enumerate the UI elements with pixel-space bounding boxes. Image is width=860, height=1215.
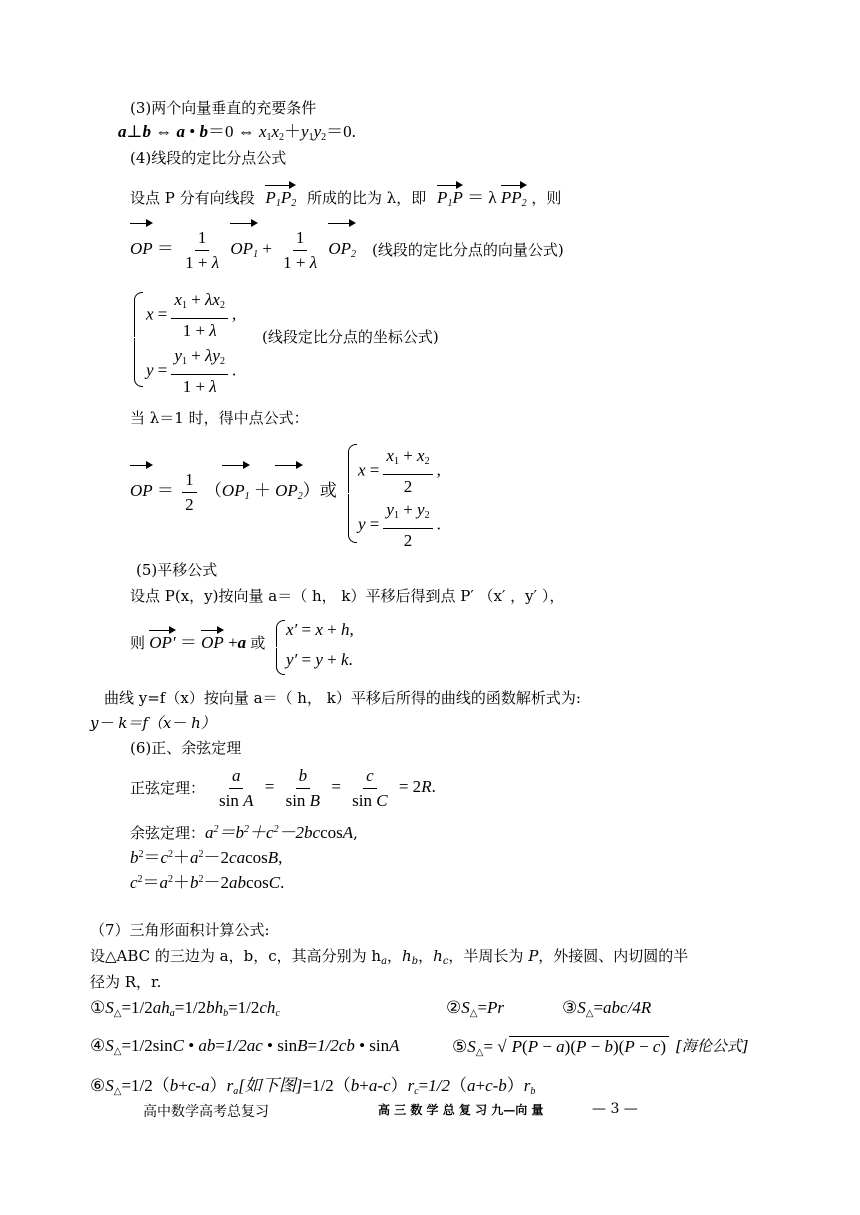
section-4-intro xyxy=(130,188,561,214)
midpoint-or: 或 xyxy=(319,481,337,500)
area-formula-5: $⑤S_\triangle=$ √ P(P − a)(P − b)(P − c) xyxy=(452,1036,669,1063)
area-formula-6: $⑥S_\triangle=1/2(b+c-a)r_a$[如下图]$=1/2(b+a-c)r_c=1/2(a+c-b)r_b$ xyxy=(90,1076,536,1097)
then-label: 则 xyxy=(130,634,146,652)
translation-vector-formula: 则 OP′ ＝ OP +a 或 xyxy=(130,633,266,652)
coord-formula-note: (线段定比分点的坐标公式) xyxy=(262,328,439,346)
midpoint-vector-formula: OP ＝ $\frac{1}{2}$ $(OP_1 + OP_2)$或 xyxy=(130,468,337,520)
area-formula-1: $①S_\triangle=1/2ah_a=1/2bh_b=1/2ch_c$ xyxy=(90,998,280,1019)
ratio-equation: $P_1P = \lambda$ $PP_2$ xyxy=(437,188,527,207)
cosine-law-label: 余弦定理： xyxy=(130,824,206,842)
coord-brace-bottom xyxy=(134,338,143,387)
footer-center: 高 三 数 学 总 复 习 九—向 量 xyxy=(378,1103,544,1117)
midpoint-x: x = $\frac{x_1 + x_2}{2}$ , xyxy=(358,446,441,496)
section-6-heading: (6)正、余弦定理 xyxy=(130,739,242,757)
translation-brace-top xyxy=(276,620,285,647)
page-number: — 3 — xyxy=(592,1101,638,1117)
area-formula-4: $④S_\triangle=1/2\sin C$ • ab=1/2ac • sinB=1/2cb • sinA xyxy=(90,1036,400,1057)
curve-translation-line: 曲线 y=f（x）按向量 a＝（ h， k）平移后所得的曲线的函数解析式为: xyxy=(104,689,581,707)
translation-intro: 设点 P(x，y)按向量 a＝（ h， k）平移后得到点 P′ （x′ ，y′ ）， xyxy=(130,587,565,605)
intro-c: ，则 xyxy=(531,189,562,207)
coord-formula-x: x = $\frac{x_1 + \lambda x_2}{1 + \lambda}$ , xyxy=(146,290,237,340)
perpendicular-condition: a⊥b ⇔ a • b＝0 ⇔ $x_1x_2+y_1y_2=0$. xyxy=(118,122,356,143)
vector-p1p2: $P_1P_2$ xyxy=(265,188,296,214)
cosine-law-1: 余弦定理：$a^2=b^2+c^2-2bccosA$, xyxy=(130,823,358,842)
area-formula-3: $③S_\triangle=abc/4R$ xyxy=(562,998,652,1019)
translation-y: y′ = y + k. xyxy=(286,650,353,669)
coord-brace-top xyxy=(134,292,143,337)
footer-left: 高中数学高考总复习 xyxy=(143,1104,269,1120)
cosine-law-2: $b^2=c^2+a^2-2cacosB$, xyxy=(130,848,283,867)
cosine-law-3: $c^2=a^2+b^2-2abcosC$. xyxy=(130,873,285,892)
sine-law-formula: $\frac{a}{\text{sin A}}$ = $\frac{b}{\text{sin B}}$ = $\frac{c}{\text{sin C}}$ = 2R. xyxy=(219,765,436,810)
vector-section-formula: OP ＝ $\frac{1}{1 + \lambda}$ $OP_1$ + $\frac{1}{1 + \lambda}$ $OP_2$ xyxy=(130,226,356,278)
section-7-heading: （7）三角形面积计算公式: xyxy=(90,921,270,939)
area-formula-2: $②S_\triangle=Pr$ xyxy=(446,998,505,1019)
translation-or: 或 xyxy=(250,634,266,652)
section-3-heading: (3)两个向量垂直的充要条件 xyxy=(130,99,317,117)
mid-brace-top xyxy=(348,444,357,493)
area-intro-1: 设△ABC 的三边为 a，b，c，其高分别为 $h_a$，$h_b$，$h_c$，半周长为 P，外接圆、内切圆的半 xyxy=(90,947,689,967)
mid-brace-bottom xyxy=(348,494,357,543)
sine-law-label: 正弦定理： xyxy=(130,779,206,797)
translation-brace-bottom xyxy=(276,648,285,675)
curve-translation-formula: y－ k＝f（x－ h） xyxy=(90,714,216,732)
intro-b: 所成的比为 λ，即 xyxy=(306,189,427,207)
midpoint-intro: 当 λ＝1 时，得中点公式： xyxy=(130,409,309,427)
translation-x: x′ = x + h, xyxy=(286,620,354,639)
intro-a: 设点 P 分有向线段 xyxy=(130,189,255,207)
vector-formula-note: (线段的定比分点的向量公式) xyxy=(372,241,564,259)
area-intro-2: 径为 R，r. xyxy=(90,973,162,991)
coord-formula-y: y = $\frac{y_1 + \lambda y_2}{1 + \lambda}$ . xyxy=(146,346,237,396)
midpoint-y: y = $\frac{y_1 + y_2}{2}$ . xyxy=(358,500,441,550)
section-4-heading: (4)线段的定比分点公式 xyxy=(130,149,287,167)
section-5-heading: (5)平移公式 xyxy=(136,561,218,579)
heron-note: [海伦公式] xyxy=(676,1037,748,1055)
